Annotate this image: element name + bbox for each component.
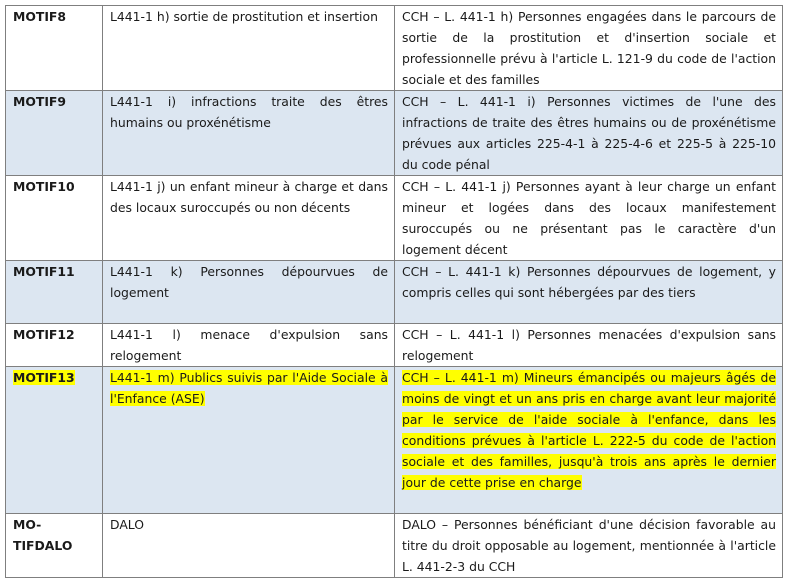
description-cell bbox=[395, 514, 783, 578]
description: DALO – Personnes bénéficiant d'une décision favorable au titre du droit opposable au logement, mentionnée à l'article L. 441-2-3 du CCH bbox=[402, 517, 776, 574]
motif-code: MOTIF10 bbox=[13, 179, 75, 194]
description-cell bbox=[395, 176, 783, 261]
motif-code-cell bbox=[6, 514, 103, 578]
motif-code: MOTIF12 bbox=[13, 327, 75, 342]
table-row bbox=[6, 261, 783, 324]
motif-code: MOTIF9 bbox=[13, 94, 67, 109]
description: CCH – L. 441-1 h) Personnes engagées dans le parcours de sortie de la prostitution et d'insertion sociale et professionnelle prévu à l'article L. 121-9 du code de l'action sociale et des familles bbox=[402, 9, 776, 87]
description-cell bbox=[395, 324, 783, 367]
description: CCH – L. 441-1 l) Personnes menacées d'expulsion sans relogement bbox=[402, 327, 776, 363]
description: CCH – L. 441-1 m) Mineurs émancipés ou majeurs âgés de moins de vingt et un ans pris en charge avant leur majorité par le service de l'aide sociale à l'enfance, dans les conditions prévues à l'article L. 222-5 du code de l'action sociale et des familles, jusqu'à trois ans après le dernier jour de cette prise en charge bbox=[402, 370, 776, 490]
description: CCH – L. 441-1 k) Personnes dépourvues de logement, y compris celles qui sont hébergées par des tiers bbox=[402, 264, 776, 300]
description: CCH – L. 441-1 j) Personnes ayant à leur charge un enfant mineur et logées dans des locaux manifestement suroccupés ou ne présentant pas le caractère d'un logement décent bbox=[402, 179, 776, 257]
legal-reference: L441-1 h) sortie de prostitution et insertion bbox=[110, 9, 378, 24]
table-row bbox=[6, 176, 783, 261]
motifs-table bbox=[5, 5, 783, 578]
description-cell bbox=[395, 6, 783, 91]
legal-reference-cell bbox=[103, 176, 395, 261]
legal-reference-cell bbox=[103, 367, 395, 514]
legal-reference: DALO bbox=[110, 517, 145, 532]
table-row bbox=[6, 91, 783, 176]
motif-code-cell bbox=[6, 261, 103, 324]
description-cell bbox=[395, 91, 783, 176]
motif-code-cell bbox=[6, 324, 103, 367]
motif-code-cell bbox=[6, 367, 103, 514]
table-row bbox=[6, 514, 783, 578]
legal-reference: L441-1 j) un enfant mineur à charge et dans des locaux suroccupés ou non décents bbox=[110, 179, 388, 215]
table-row bbox=[6, 6, 783, 91]
legal-reference: L441-1 l) menace d'expulsion sans relogement bbox=[110, 327, 388, 363]
motif-code-cell bbox=[6, 176, 103, 261]
motif-code-cell bbox=[6, 6, 103, 91]
description: CCH – L. 441-1 i) Personnes victimes de l'une des infractions de traite des êtres humains ou de proxénétisme prévues aux articles 225-4-1 à 225-4-6 et 225-5 à 225-10 du code pénal bbox=[402, 94, 776, 172]
motif-code: MOTIF13 bbox=[13, 370, 75, 385]
legal-reference-cell bbox=[103, 91, 395, 176]
legal-reference-cell bbox=[103, 514, 395, 578]
description-cell bbox=[395, 367, 783, 514]
legal-reference-cell bbox=[103, 324, 395, 367]
table-row bbox=[6, 367, 783, 514]
legal-reference-cell bbox=[103, 261, 395, 324]
legal-reference-cell bbox=[103, 6, 395, 91]
legal-reference: L441-1 m) Publics suivis par l'Aide Sociale à l'Enfance (ASE) bbox=[110, 370, 388, 406]
motif-code-cell bbox=[6, 91, 103, 176]
legal-reference: L441-1 k) Personnes dépourvues de logement bbox=[110, 264, 388, 300]
motif-code: MO- TIFDALO bbox=[13, 517, 73, 553]
table-row bbox=[6, 324, 783, 367]
motif-code: MOTIF8 bbox=[13, 9, 67, 24]
legal-reference: L441-1 i) infractions traite des êtres humains ou proxénétisme bbox=[110, 94, 388, 130]
description-cell bbox=[395, 261, 783, 324]
motif-code: MOTIF11 bbox=[13, 264, 75, 279]
